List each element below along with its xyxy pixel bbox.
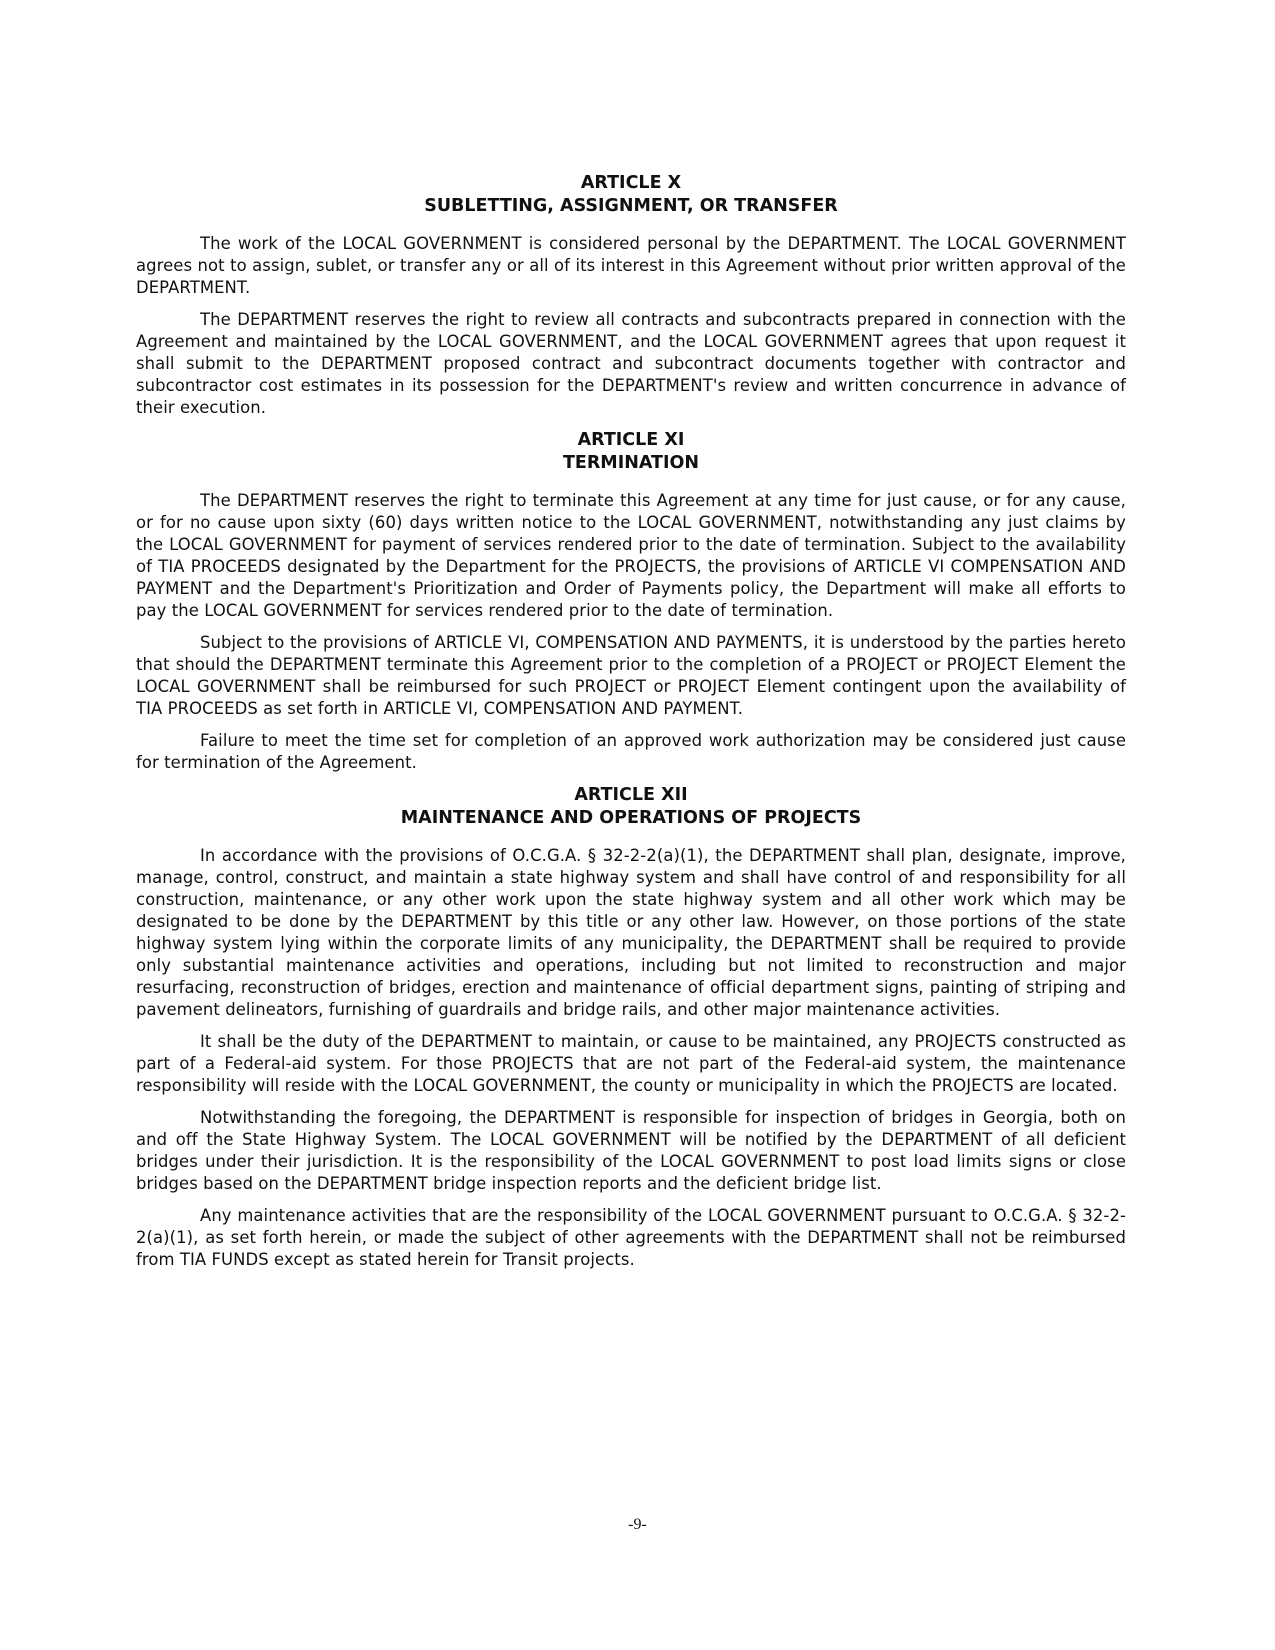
article-xi-paragraph-2: Subject to the provisions of ARTICLE VI, COMPENSATION AND PAYMENTS, it is understood by the parties hereto that should the DEPARTMENT terminate this Agreement prior to the completion of a PROJECT or PROJECT Element the LOCAL GOVERNMENT shall be reimbursed for such PROJECT or PROJECT Element contingent upon the availability of TIA PROCEEDS as set forth in ARTICLE VI, COMPENSATION AND PAYMENT. bbox=[136, 633, 1126, 718]
article-xi-paragraph-1: The DEPARTMENT reserves the right to terminate this Agreement at any time for just cause, or for any cause, or for no cause upon sixty (60) days written notice to the LOCAL GOVERNMENT, notwithstanding any just claims by the LOCAL GOVERNMENT for payment of services rendered prior to the date of termination. Subject to the availability of TIA PROCEEDS designated by the Department for the PROJECTS, the provisions of ARTICLE VI COMPENSATION AND PAYMENT and the Department's Prioritization and Order of Payments policy, the Department will make all efforts to pay the LOCAL GOVERNMENT for services rendered prior to the date of termination. bbox=[136, 491, 1126, 620]
article-xi-number: ARTICLE XI bbox=[577, 430, 685, 450]
article-xi-title: TERMINATION bbox=[562, 453, 700, 473]
article-xii-paragraph-2: It shall be the duty of the DEPARTMENT to maintain, or cause to be maintained, any PROJECTS constructed as part of a Federal-aid system. For those PROJECTS that are not part of the Federal-aid system, the maintenance responsibility will reside with the LOCAL GOVERNMENT, the county or municipality in which the PROJECTS are located. bbox=[136, 1032, 1126, 1095]
page-number: -9- bbox=[628, 1516, 647, 1533]
article-xii-title: MAINTENANCE AND OPERATIONS OF PROJECTS bbox=[400, 808, 862, 828]
article-x-heading bbox=[136, 172, 1126, 218]
article-xi-section bbox=[136, 429, 1126, 774]
article-xii-heading bbox=[136, 784, 1126, 830]
article-x-number: ARTICLE X bbox=[580, 173, 682, 193]
article-xii-paragraph-4: Any maintenance activities that are the responsibility of the LOCAL GOVERNMENT pursuant to O.C.G.A. § 32-2-2(a)(1), as set forth herein, or made the subject of other agreements with the DEPARTMENT shall not be reimbursed from TIA FUNDS except as stated herein for Transit projects. bbox=[136, 1206, 1126, 1269]
article-x-paragraph-2: The DEPARTMENT reserves the right to review all contracts and subcontracts prepared in connection with the Agreement and maintained by the LOCAL GOVERNMENT, and the LOCAL GOVERNMENT agrees that upon request it shall submit to the DEPARTMENT proposed contract and subcontract documents together with contractor and subcontractor cost estimates in its possession for the DEPARTMENT's review and written concurrence in advance of their execution. bbox=[136, 310, 1126, 417]
document-page bbox=[136, 172, 1126, 1281]
article-x-section bbox=[136, 172, 1126, 419]
article-x-title: SUBLETTING, ASSIGNMENT, OR TRANSFER bbox=[424, 196, 838, 216]
article-xii-paragraph-3: Notwithstanding the foregoing, the DEPARTMENT is responsible for inspection of bridges in Georgia, both on and off the State Highway System. The LOCAL GOVERNMENT will be notified by the DEPARTMENT of all deficient bridges under their jurisdiction. It is the responsibility of the LOCAL GOVERNMENT to post load limits signs or close bridges based on the DEPARTMENT bridge inspection reports and the deficient bridge list. bbox=[136, 1108, 1126, 1193]
article-xii-paragraph-1: In accordance with the provisions of O.C.G.A. § 32-2-2(a)(1), the DEPARTMENT shall plan, designate, improve, manage, control, construct, and maintain a state highway system and shall have control of and responsibility for all construction, maintenance, or any other work upon the state highway system and all other work which may be designated to be done by the DEPARTMENT by this title or any other law. However, on those portions of the state highway system lying within the corporate limits of any municipality, the DEPARTMENT shall be required to provide only substantial maintenance activities and operations, including but not limited to reconstruction and major resurfacing, reconstruction of bridges, erection and maintenance of official department signs, painting of striping and pavement delineators, furnishing of guardrails and bridge rails, and other major maintenance activities. bbox=[136, 846, 1126, 1019]
article-x-paragraph-1: The work of the LOCAL GOVERNMENT is considered personal by the DEPARTMENT. The LOCAL GOVERNMENT agrees not to assign, sublet, or transfer any or all of its interest in this Agreement without prior written approval of the DEPARTMENT. bbox=[136, 234, 1126, 297]
article-xii-section bbox=[136, 784, 1126, 1271]
article-xi-heading bbox=[136, 429, 1126, 475]
article-xi-paragraph-3: Failure to meet the time set for completion of an approved work authorization may be considered just cause for termination of the Agreement. bbox=[136, 731, 1126, 772]
article-xii-number: ARTICLE XII bbox=[574, 785, 688, 805]
